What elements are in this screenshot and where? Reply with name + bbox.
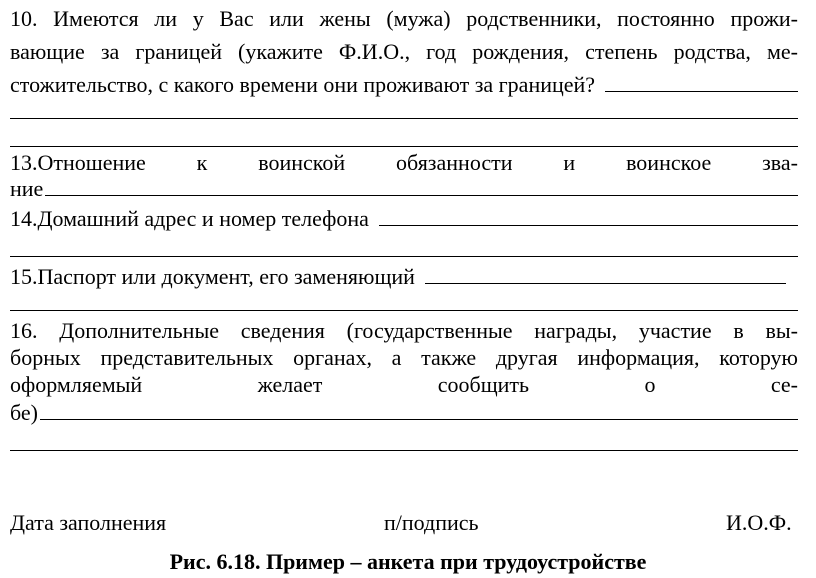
q15-label: 15.Паспорт или документ, его заменяющий xyxy=(10,264,415,289)
q14-answer-field[interactable] xyxy=(379,205,798,226)
q16-line-3: оформляемый желает сообщить о се- xyxy=(10,372,798,397)
figure-caption: Рис. 6.18. Пример – анкета при трудоустройстве xyxy=(169,549,647,574)
q10-line-3 xyxy=(10,70,798,99)
q14-label: 14.Домашний адрес и номер телефона xyxy=(10,206,369,231)
date-label: Дата заполнения xyxy=(10,510,167,535)
q14-row xyxy=(10,204,798,233)
q10-answer-field[interactable] xyxy=(605,71,798,92)
q10-answer-line-2[interactable] xyxy=(10,118,798,119)
q16-line-4 xyxy=(10,398,798,427)
q16-answer-field[interactable] xyxy=(40,399,798,420)
q16-line-4-text: бе) xyxy=(10,400,38,425)
q13-answer-field[interactable] xyxy=(45,175,798,196)
q16-answer-line-2[interactable] xyxy=(10,450,798,451)
signature-label: п/подпись xyxy=(384,510,479,535)
q13-line-1: 13.Отношение к воинской обязанности и воинское зва- xyxy=(10,150,798,175)
q15-answer-line-2[interactable] xyxy=(10,310,798,311)
q16-line-1: 16. Дополнительные сведения (государственные награды, участие в вы- xyxy=(10,318,798,343)
name-label: И.О.Ф. xyxy=(726,510,792,535)
q15-answer-field[interactable] xyxy=(425,263,786,284)
q13-line-2-text: ние xyxy=(10,176,44,201)
q13-line-2 xyxy=(10,174,798,203)
q15-row xyxy=(10,262,798,291)
q16-line-2: борных представительных органах, а также другая информация, которую xyxy=(10,345,798,370)
q10-line-3-text: стожительство, с какого времени они проживают за границей? xyxy=(10,72,596,97)
q14-answer-line-2[interactable] xyxy=(10,256,798,257)
q10-answer-line-3[interactable] xyxy=(10,146,798,147)
q10-line-1: 10. Имеются ли у Вас или жены (мужа) родственники, постоянно прожи- xyxy=(10,6,798,31)
q10-line-2: вающие за границей (укажите Ф.И.О., год рождения, степень родства, ме- xyxy=(10,39,798,64)
